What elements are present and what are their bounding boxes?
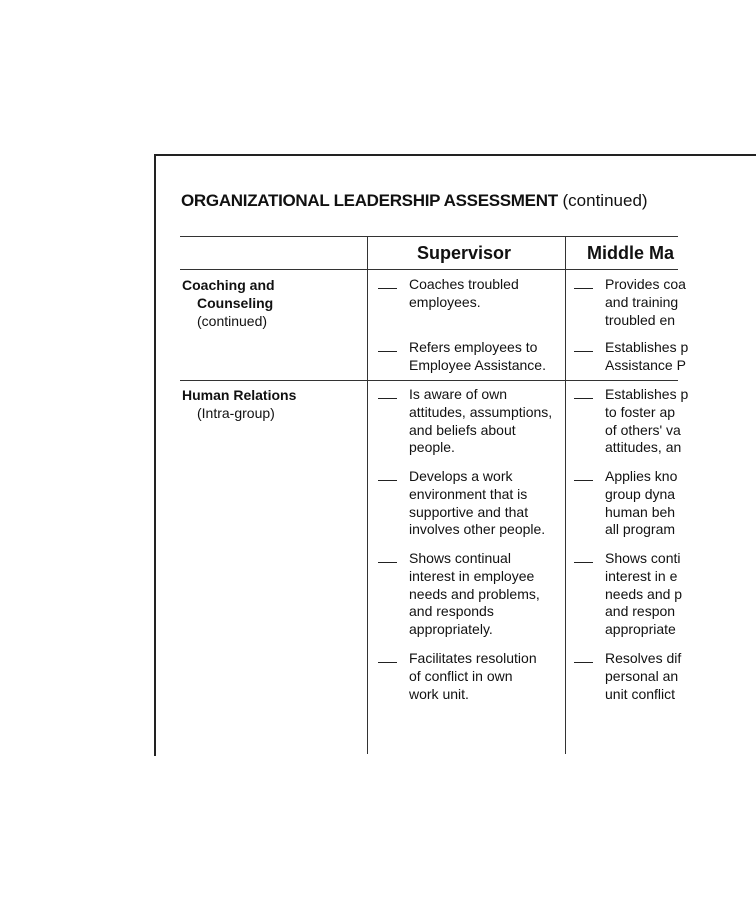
item-line: work unit. [409,685,469,702]
checklist-item[interactable] [574,276,686,329]
column-header-middle-manager: Middle Ma [587,243,675,263]
item-line: Shows continual [409,550,511,566]
item-line: people. [409,439,455,456]
check-blank[interactable] [574,562,593,563]
item-line: and respon [605,603,676,620]
item-line: and training [605,293,679,310]
row-divider [180,380,678,381]
item-line: of others' va [605,421,681,438]
item-line: needs and problems, [409,585,540,602]
item-line: Resolves dif [605,650,682,666]
category-title-line: Human Relations [182,387,297,403]
title-suffix: (continued) [562,191,648,210]
item-line: human beh [605,503,676,520]
check-blank[interactable] [574,351,593,352]
item-line: attitudes, assumptions, [409,403,553,420]
item-line: Establishes p [605,339,689,355]
check-blank[interactable] [574,662,593,663]
item-line: and responds [409,603,494,620]
check-blank[interactable] [378,288,397,289]
item-line: of conflict in own [409,667,513,684]
table-top-rule [180,236,678,237]
item-line: group dyna [605,485,676,502]
column-divider-1 [367,236,368,754]
category-note: (Intra-group) [197,405,275,421]
check-blank[interactable] [378,662,397,663]
item-line: Coaches troubled [409,276,519,292]
item-line: Is aware of own [409,386,508,402]
item-line: supportive and that [409,503,529,520]
checklist-item[interactable] [378,468,545,539]
item-line: needs and p [605,585,683,602]
check-blank[interactable] [378,562,397,563]
checklist-item[interactable] [574,650,681,703]
checklist-item[interactable] [574,468,677,539]
checklist-item[interactable] [574,386,688,457]
item-line: interest in e [605,567,678,584]
item-line: Develops a work [409,468,513,484]
item-line: appropriate [605,621,676,638]
item-line: unit conflict [605,685,676,702]
item-line: Facilitates resolution [409,650,537,666]
item-line: Refers employees to [409,339,538,355]
item-line: all program [605,521,676,538]
category-coaching-counseling [182,276,275,330]
check-blank[interactable] [574,288,593,289]
item-line: Applies kno [605,468,678,484]
checklist-item[interactable] [378,386,552,457]
item-line: involves other people. [409,521,546,538]
check-blank[interactable] [378,351,397,352]
item-line: attitudes, an [605,439,682,456]
checklist-item[interactable] [378,650,537,703]
item-line: personal an [605,667,679,684]
category-human-relations [182,386,296,422]
check-blank[interactable] [378,398,397,399]
checklist-item[interactable] [378,276,519,312]
item-line: Provides coa [605,276,686,292]
check-blank[interactable] [574,398,593,399]
checklist-item[interactable] [574,550,682,639]
checklist-item[interactable] [378,339,546,375]
item-line: Shows conti [605,550,681,566]
item-line: environment that is [409,485,528,502]
check-blank[interactable] [574,480,593,481]
item-line: troubled en [605,311,676,328]
item-line: to foster ap [605,403,676,420]
item-line: employees. [409,293,481,310]
category-title-line: Counseling [197,295,274,311]
category-note: (continued) [197,313,268,329]
column-divider-2 [565,236,566,754]
category-title-line: Coaching and [182,277,275,293]
header-bottom-rule [180,269,678,270]
checklist-item[interactable] [378,550,540,639]
column-header-supervisor: Supervisor [417,243,512,263]
title-main: ORGANIZATIONAL LEADERSHIP ASSESSMENT [181,191,558,210]
item-line: and beliefs about [409,421,516,438]
item-line: interest in employee [409,567,535,584]
item-line: Establishes p [605,386,689,402]
checklist-item[interactable] [574,339,688,375]
item-line: Assistance P [605,356,686,373]
check-blank[interactable] [378,480,397,481]
item-line: appropriately. [409,621,493,638]
page-title [181,191,648,211]
item-line: Employee Assistance. [409,356,546,373]
